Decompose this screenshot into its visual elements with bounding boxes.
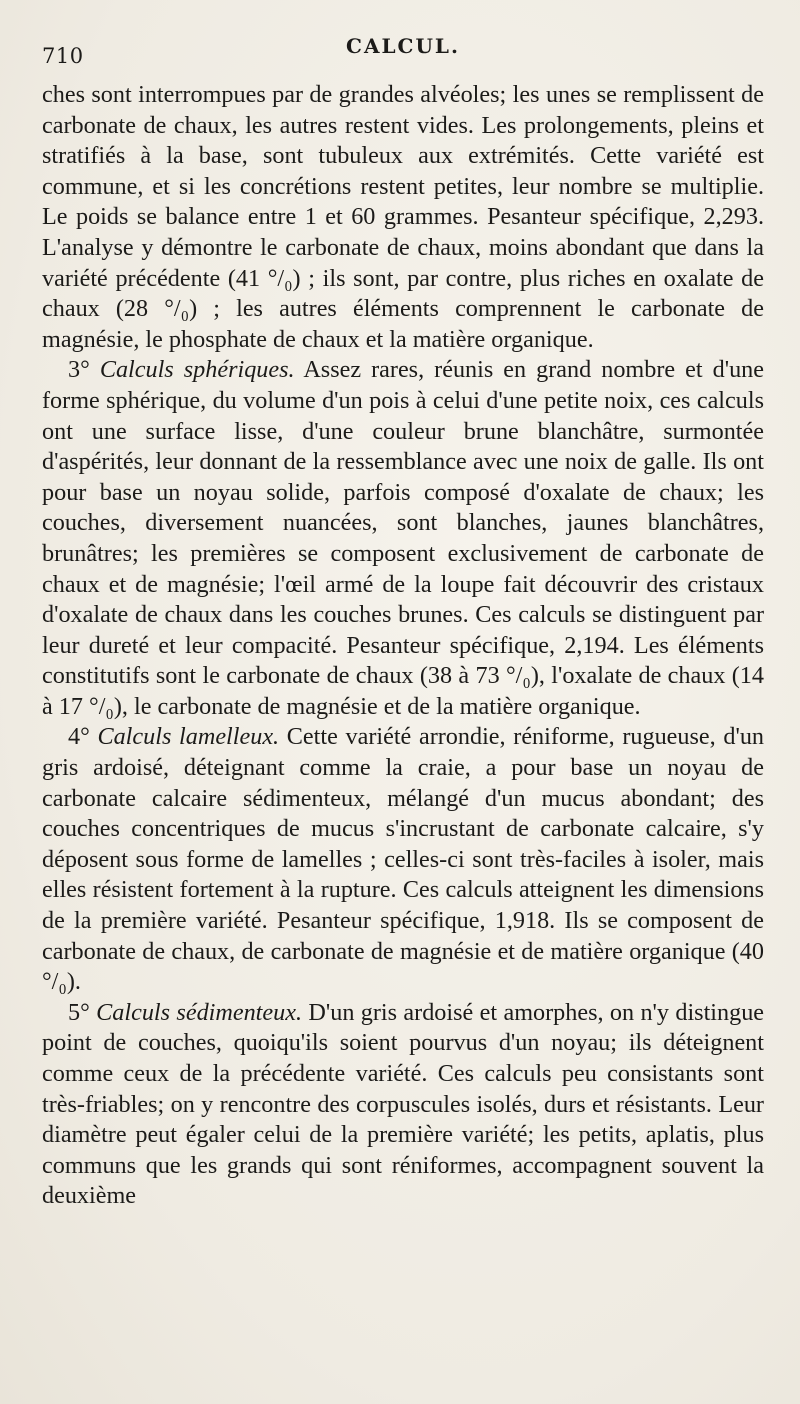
section-number: 5° [68, 998, 90, 1026]
section-heading: Calculs lamelleux. [97, 723, 280, 751]
paragraph-continuation [42, 80, 764, 355]
paragraph-text: Cette variété arrondie, réniforme, rugueuse, d'un gris ardoisé, déteignant comme la craie, a pour base un noyau de carbonate calcaire sédimenteux, mélangé d'un mucus abondant; des couches concentriques de mucus s'incrustant de carbonate calcaire, s'y déposent sous forme de lamelles ; celles-ci sont très-faciles à isoler, mais elles résistent fortement à la rupture. Ces calculs atteignent les dimensions de la première variété. Pesanteur spécifique, 1,918. Ils se composent de carbonate de chaux, de carbonate de magnésie et de matière organique (40 °/₀). [42, 723, 765, 996]
running-head [42, 30, 764, 80]
section-heading: Calculs sédimenteux. [96, 998, 303, 1026]
page-title: CALCUL. [346, 34, 460, 58]
paragraph-text: ches sont interrompues par de grandes alvéoles; les unes se remplissent de carbonate de chaux, les autres restent vides. Les prolongements, pleins et stratifiés à la base, sont tubuleux aux extrémités. Cette variété est commune, et si les concrétions restent petites, leur nombre se multiplie. Le poids se balance entre 1 et 60 grammes. Pesanteur spécifique, 2,293. L'analyse y démontre le carbonate de chaux, moins abondant que dans la variété précédente (41 °/₀) ; ils sont, par contre, plus riches en oxalate de chaux (28 °/₀) ; les autres éléments comprennent le carbonate de magnésie, le phosphate de chaux et la matière organique. [42, 81, 764, 353]
paragraph-calculs-lamelleux [42, 722, 764, 997]
body-text [42, 80, 764, 1212]
paragraph-text: D'un gris ardoisé et amorphes, on n'y distingue point de couches, quoiqu'ils soient pourvus d'un noyau; ils déteignent comme ceux de la précédente variété. Ces calculs peu consistants sont très-friables; on y rencontre des corpuscules isolés, durs et résistants. Leur diamètre peut égaler celui de la première variété; les petits, aplatis, plus communs que les grands qui sont réniformes, accompagnent souvent la deuxième [42, 998, 765, 1210]
paragraph-text: Assez rares, réunis en grand nombre et d'une forme sphérique, du volume d'un pois à celui d'une petite noix, ces calculs ont une surface lisse, d'une couleur brune blanchâtre, surmontée d'aspérités, leur donnant de la ressemblance avec une noix de galle. Ils ont pour base un noyau solide, parfois composé d'oxalate de chaux; les couches, diversement nuancées, sont blanches, jaunes blanchâtres, brunâtres; les premières se composent exclusivement de carbonate de chaux et de magnésie; l'œil armé de la loupe fait découvrir des cristaux d'oxalate de chaux dans les couches brunes. Ces calculs se distinguent par leur dureté et leur compacité. Pesanteur spécifique, 2,194. Les éléments constitutifs sont le carbonate de chaux (38 à 73 °/₀), l'oxalate de chaux (14 à 17 °/₀), le carbonate de magnésie et de la matière organique. [42, 356, 765, 720]
paragraph-calculs-spheriques [42, 355, 764, 722]
page-number: 710 [42, 44, 84, 68]
paragraph-calculs-sedimenteux [42, 998, 764, 1212]
section-number: 3° [68, 356, 90, 384]
section-heading: Calculs sphériques. [99, 356, 295, 384]
section-number: 4° [68, 723, 90, 751]
